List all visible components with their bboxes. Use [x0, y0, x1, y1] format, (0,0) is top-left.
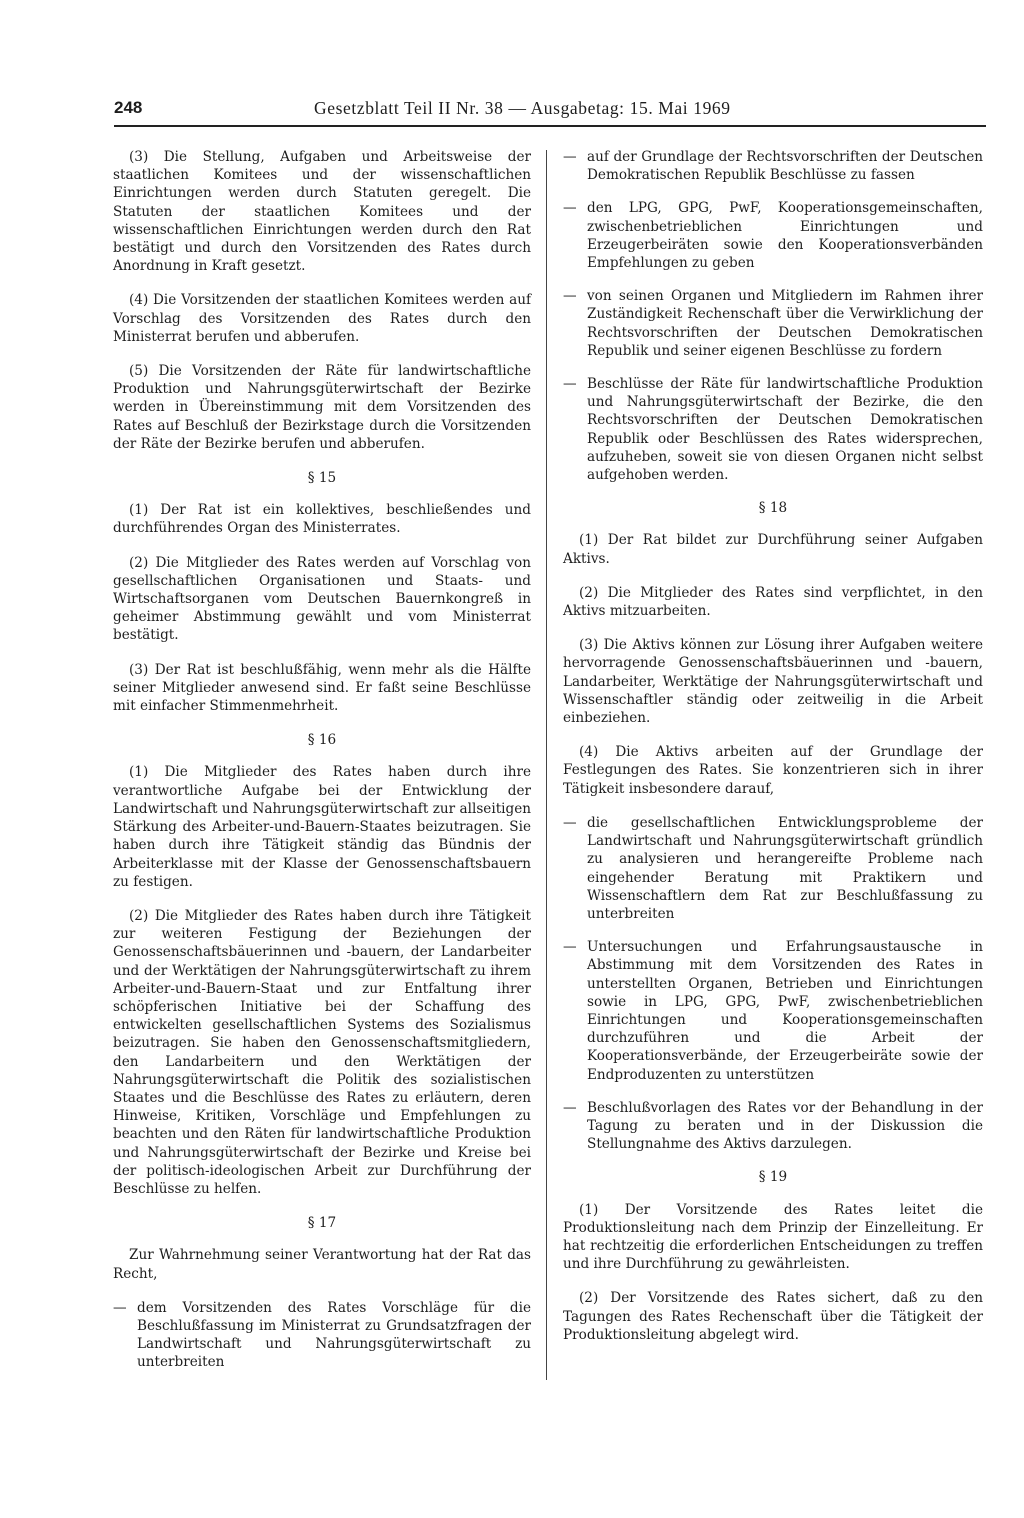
- list-item-text: von seinen Organen und Mitgliedern im Rahmen ihrer Zuständigkeit Rechenschaft über die Verwirklichung der Rechtsvorschriften der Deutschen Demokratischen Republik und seiner eigenen Beschlüsse zu fordern: [587, 288, 983, 359]
- paragraph-16-1: (1) Die Mitglieder des Rates haben durch ihre verantwortliche Aufgabe bei der Entwicklung der Landwirtschaft und Nahrungsgüterwirtschaft zur allseitigen Stärkung des Arbeiter-und-Bauern-Staates beizutragen. Sie haben durch ihre Tätigkeit ständig das Bündnis der Arbeiterklasse mit der Klasse der Genossenschaftsbauern zu festigen.: [113, 764, 531, 890]
- page-header: [114, 98, 986, 124]
- gazette-title: Gesetzblatt Teil II Nr. 38 — Ausgabetag: 15. Mai 1969: [314, 98, 731, 118]
- paragraph-18-4: (4) Die Aktivs arbeiten auf der Grundlage der Festlegungen des Rates. Sie konzentrieren sich in ihrer Tätigkeit insbesondere darauf,: [563, 744, 983, 797]
- list-item-text: den LPG, GPG, PwF, Kooperationsgemeinschaften, zwischenbetrieblichen Einrichtungen und Erzeugerbeiräten sowie den Kooperationsverbänden Empfehlungen zu geben: [587, 200, 983, 272]
- dash-bullet: —: [563, 149, 577, 165]
- list-item-text: Untersuchungen und Erfahrungsaustausche in Abstimmung mit dem Vorsitzenden des Rates in unterstellten Organen, Betrieben und Einrichtungen sowie in LPG, GPG, PwF, zwischenbetrieblichen Einrichtungen und Kooperationsgemeinschaften durchzuführen und die Arbeit der Kooperationsverbände, der Erzeugerbeiräte sowie der Endproduzenten zu unterstützen: [587, 939, 983, 1083]
- list-item-text: Beschlüsse der Räte für landwirtschaftliche Produktion und Nahrungsgüterwirtschaft der Bezirke, die den Rechtsvorschriften der Deutschen Demokratischen Republik oder Beschlüssen des Rates widersprechen, aufzuheben, soweit sie von diesen Organen nicht selbst aufgehoben werden.: [587, 376, 983, 484]
- column-divider: [546, 150, 547, 1380]
- list-item: [563, 199, 983, 272]
- list-item: [113, 1299, 531, 1372]
- left-column: [113, 148, 531, 1387]
- dash-bullet: —: [113, 1299, 127, 1316]
- list-item: [563, 1099, 983, 1154]
- list-item: [563, 814, 983, 923]
- paragraph-15-2: (2) Die Mitglieder des Rates werden auf Vorschlag von gesellschaftlichen Organisationen und Staats- und Wirtschaftsorganen vom Deutschen Bauernkongreß in geheimer Abstimmung gewählt und vom Ministerrat bestätigt.: [113, 554, 531, 644]
- dash-bullet: —: [563, 1099, 577, 1116]
- paragraph-19-1: (1) Der Vorsitzende des Rates leitet die Produktionsleitung nach dem Prinzip der Einzelleitung. Er hat rechtzeitig die erforderlichen Entscheidungen zu treffen und ihre Durchführung zu gewährleisten.: [563, 1201, 983, 1273]
- paragraph-14-4: (4) Die Vorsitzenden der staatlichen Komitees werden auf Vorschlag des Vorsitzenden des Rates durch den Ministerrat berufen und abberufen.: [113, 292, 531, 345]
- paragraph-15-1: (1) Der Rat ist ein kollektives, beschließendes und durchführendes Organ des Ministerrates.: [113, 502, 531, 537]
- section-heading-18: § 18: [758, 500, 788, 517]
- paragraph-14-5: (5) Die Vorsitzenden der Räte für landwirtschaftliche Produktion und Nahrungsgüterwirtschaft der Bezirke werden in Übereinstimmung mit dem Vorsitzenden des Rates auf Beschluß der Bezirkstage durch die Vorsitzenden der Räte der Bezirke berufen und abberufen.: [113, 363, 531, 452]
- section-heading-16: § 16: [307, 732, 337, 749]
- paragraph-14-3: (3) Die Stellung, Aufgaben und Arbeitsweise der staatlichen Komitees und der wissenschaftlichen Einrichtungen werden durch Statuten geregelt. Die Statuten der staatlichen Komitees und der wissenschaftlichen Einrichtungen werden durch den Rat bestätigt und durch den Vorsitzenden des Rates durch Anordnung in Kraft gesetzt.: [113, 149, 531, 275]
- paragraph-15-3: (3) Der Rat ist beschlußfähig, wenn mehr als die Hälfte seiner Mitglieder anwesend sind. Er faßt seine Beschlüsse mit einfacher Stimmenmehrheit.: [113, 661, 531, 715]
- dash-bullet: —: [563, 376, 577, 393]
- list-item: [563, 148, 983, 184]
- section-heading-19: § 19: [758, 1169, 788, 1186]
- header-rule: [114, 125, 986, 127]
- list-item: [563, 375, 983, 484]
- dash-bullet: —: [563, 200, 577, 217]
- paragraph-17-intro: Zur Wahrnehmung seiner Verantwortung hat der Rat das Recht,: [113, 1247, 531, 1282]
- list-item-text: dem Vorsitzenden des Rates Vorschläge für die Beschlußfassung im Ministerrat zu Grundsatzfragen der Landwirtschaft und Nahrungsgüterwirtschaft zu unterbreiten: [137, 1299, 531, 1371]
- paragraph-18-1: (1) Der Rat bildet zur Durchführung seiner Aufgaben Aktivs.: [563, 532, 983, 567]
- list-item: [563, 287, 983, 360]
- paragraph-19-2: (2) Der Vorsitzende des Rates sichert, daß zu den Tagungen des Rates Rechenschaft über die Tätigkeit der Produktionsleitung abgelegt wird.: [563, 1290, 983, 1343]
- section-heading-15: § 15: [307, 470, 337, 487]
- section-heading-17: § 17: [307, 1215, 337, 1232]
- list-item-text: auf der Grundlage der Rechtsvorschriften der Deutschen Demokratischen Republik Beschlüsse zu fassen: [587, 149, 983, 184]
- paragraph-18-3: (3) Die Aktivs können zur Lösung ihrer Aufgaben weitere hervorragende Genossenschaftsbäuerinnen und -bauern, Landarbeiter, Werktätige der Nahrungsgüterwirtschaft und Wissenschaftler ständig oder zeitweilig in die Arbeit einbeziehen.: [563, 637, 983, 727]
- paragraph-16-2: (2) Die Mitglieder des Rates haben durch ihre Tätigkeit zur weiteren Festigung der Beziehungen der Genossenschaftsbäuerinnen und -bauern, der Landarbeiter und der Werktätigen der Nahrungsgüterwirtschaft zu ihrem Arbeiter-und-Bauern-Staat und zur Entfaltung ihrer schöpferischen Initiative bei der Schaffung des entwickelten gesellschaftlichen Systems des Sozialismus beizutragen. Sie haben den Genossenschaftsmitgliedern, den Landarbeitern und den Werktätigen der Nahrungsgüterwirtschaft die Politik des sozialistischen Staates und die Beschlüsse des Rates zu erläutern, deren Hinweise, Kritiken, Vorschläge und Empfehlungen zu beachten und den Räten für landwirtschaftliche Produktion und Nahrungsgüterwirtschaft der Bezirke und Kreise bei der politisch-ideologischen Arbeit zur Durchführung der Beschlüsse zu helfen.: [113, 907, 531, 1197]
- list-item-text: Beschlußvorlagen des Rates vor der Behandlung in der Tagung zu beraten und in der Diskussion die Stellungnahme des Aktivs darzulegen.: [587, 1099, 983, 1153]
- dash-bullet: —: [563, 288, 577, 305]
- list-item-text: die gesellschaftlichen Entwicklungsprobleme der Landwirtschaft und Nahrungsgüterwirtschaft gründlich zu analysieren und herangereifte Probleme nach eingehender Beratung mit Praktikern und Wissenschaftlern dem Rat zur Beschlußfassung zu unterbreiten: [587, 814, 983, 922]
- right-column: [563, 148, 983, 1360]
- dash-bullet: —: [563, 939, 577, 956]
- page-number: 248: [114, 98, 143, 117]
- list-item: [563, 938, 983, 1084]
- paragraph-18-2: (2) Die Mitglieder des Rates sind verpflichtet, in den Aktivs mitzuarbeiten.: [563, 584, 983, 620]
- dash-bullet: —: [563, 814, 577, 831]
